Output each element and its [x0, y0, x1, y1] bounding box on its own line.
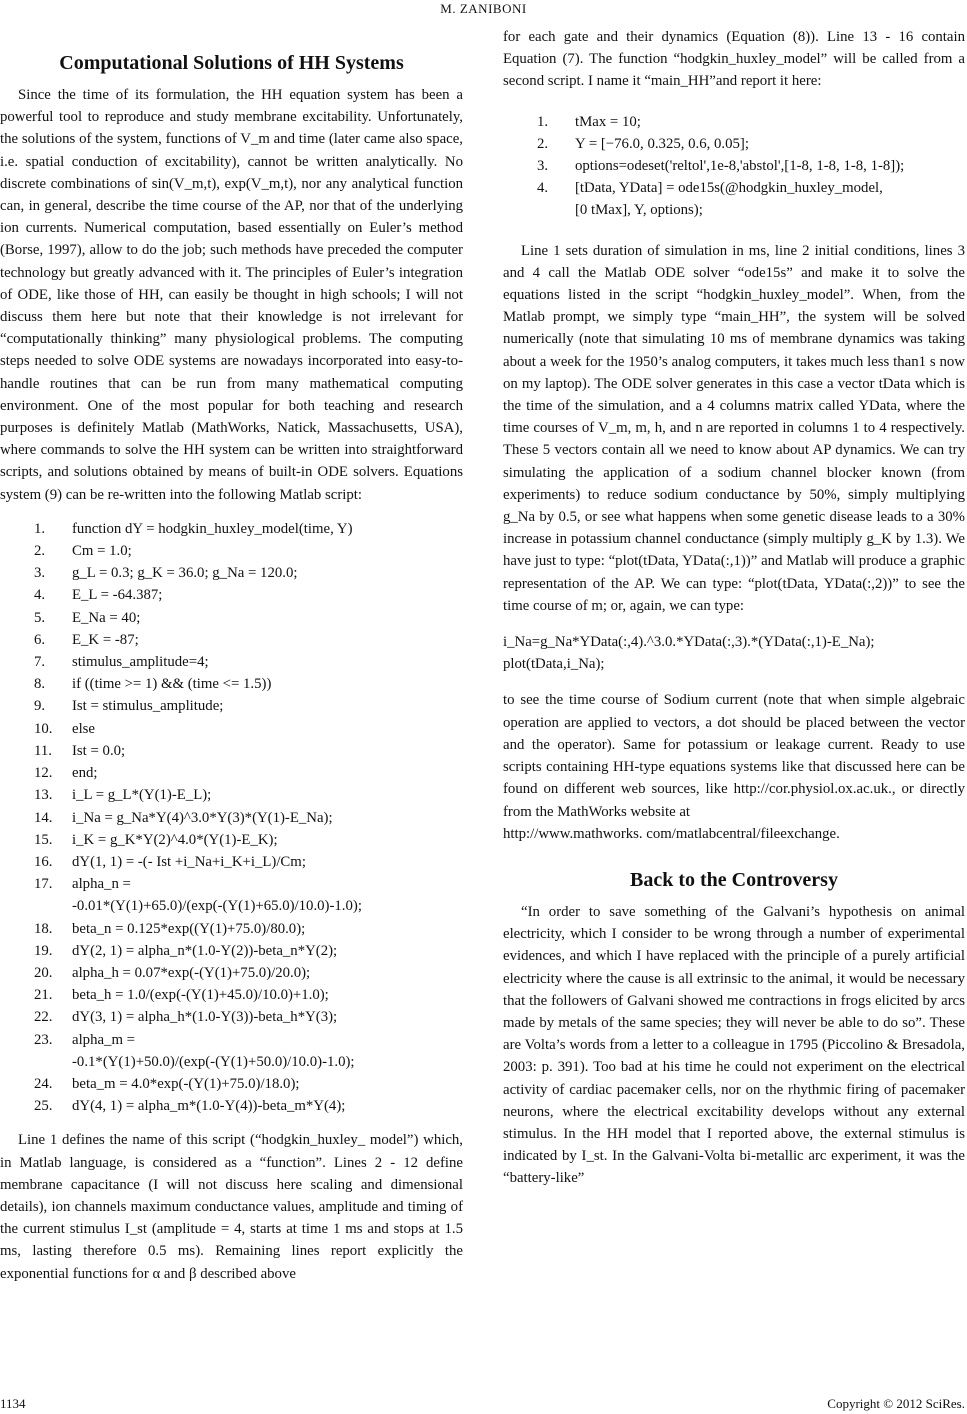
line-code: dY(3, 1) = alpha_h*(1.0-Y(3))-beta_h*Y(3); [72, 1009, 338, 1026]
paragraph-intro: Since the time of its formulation, the HH equation system has been a powerful tool to reproduce and study membrane excitability. Unfortunately, the solutions of the system, functions of V_m and time (later came also space, i.e. spatial conduction of excitability), cannot be written analytically. No discrete combinations of sin(V_m,t), exp(V_m,t), nor any analytical function can, in general, describe the time course of the AP, nor that of the underlying ion currents. Numerical computation, based essentially on Euler’s method (Borse, 1997), allow to do the job; such methods have preceded the computer technology but greatly advanced with it. The principles of Euler’s integration of ODE, like those of HH, can easily be thought in high schools; I will not discuss them here but note that their knowledge is not irrelevant for “computationally thinking” many physiological problems. The computing steps needed to solve ODE systems are nowadays incorporated into easy-to-handle routines that can be run from many mathematical computing environment. One of the most popular for both teaching and research purposes is definitely Matlab (MathWorks, Natick, Massachusetts, USA), where commands to solve the HH system can be written into straightforward scripts, and solutions obtained by means of built-in ODE solvers. Equations system (9) can be re-written into the following Matlab script: [0, 87, 463, 503]
script-line [0, 940, 463, 962]
line-code: options=odeset('reltol',1e-8,'abstol',[1-8, 1-8, 1-8, 1-8]); [575, 158, 905, 175]
line-code-continuation: -0.1*(Y(1)+50.0)/(exp(-(Y(1)+50.0)/10.0)-1.0); [72, 1053, 355, 1070]
line-code: dY(1, 1) = -(- Ist +i_Na+i_K+i_L)/Cm; [72, 853, 306, 870]
line-number: 15. [34, 831, 53, 848]
paragraph-line-explanation-continued: for each gate and their dynamics (Equation (8)). Line 13 - 16 contain Equation (7). The function “hodgkin_huxley_model” will be called from a second script. I name it “main_HH”and report it here: [503, 29, 965, 90]
script-line [0, 651, 463, 673]
line-code: E_L = -64.387; [72, 587, 163, 604]
line-number: 5. [34, 609, 46, 626]
line-code: alpha_h = 0.07*exp(-(Y(1)+75.0)/20.0); [72, 964, 311, 981]
line-number: 1. [537, 113, 549, 130]
script-line [0, 1073, 463, 1095]
left-column [0, 50, 463, 1285]
script-line [0, 695, 463, 717]
right-column [503, 26, 965, 1190]
script-line [503, 111, 965, 133]
script-line [0, 607, 463, 629]
line-code: beta_h = 1.0/(exp(-(Y(1)+45.0)/10.0)+1.0); [72, 987, 329, 1004]
script-line [0, 762, 463, 784]
script-line [0, 1029, 463, 1073]
line-number: 24. [34, 1075, 53, 1092]
line-code: E_Na = 40; [72, 609, 141, 626]
script-line [0, 984, 463, 1006]
line-code: if ((time >= 1) && (time <= 1.5)) [72, 676, 272, 693]
line-number: 19. [34, 942, 53, 959]
line-number: 23. [34, 1031, 53, 1048]
code-sodium-current-line2: plot(tData,i_Na); [503, 656, 605, 673]
line-code: beta_n = 0.125*exp((Y(1)+75.0)/80.0); [72, 920, 306, 937]
script-line [0, 562, 463, 584]
line-code-continuation: [0 tMax], Y, options); [575, 202, 703, 219]
line-code: Cm = 1.0; [72, 543, 132, 560]
line-code: dY(2, 1) = alpha_n*(1.0-Y(2))-beta_n*Y(2); [72, 942, 338, 959]
script-line [0, 518, 463, 540]
line-code: tMax = 10; [575, 113, 641, 130]
script-line [0, 784, 463, 806]
line-number: 16. [34, 853, 53, 870]
script-line [0, 584, 463, 606]
line-number: 9. [34, 698, 46, 715]
line-code: i_K = g_K*Y(2)^4.0*(Y(1)-E_K); [72, 831, 278, 848]
line-code: Y = [−76.0, 0.325, 0.6, 0.05]; [575, 135, 749, 152]
line-code: end; [72, 765, 98, 782]
line-code: [tData, YData] = ode15s(@hodgkin_huxley_model, [575, 180, 883, 197]
matlab-script-main-hh [503, 111, 965, 222]
line-code: i_L = g_L*(Y(1)-E_L); [72, 787, 212, 804]
line-number: 6. [34, 631, 46, 648]
line-number: 12. [34, 765, 53, 782]
script-line [503, 133, 965, 155]
line-number: 2. [537, 135, 549, 152]
line-number: 2. [34, 543, 46, 560]
script-line [0, 1006, 463, 1028]
line-code: Ist = 0.0; [72, 742, 126, 759]
line-number: 3. [34, 565, 46, 582]
script-line [0, 1095, 463, 1117]
line-number: 22. [34, 1009, 53, 1026]
line-number: 11. [34, 742, 52, 759]
line-number: 21. [34, 987, 53, 1004]
line-number: 1. [34, 520, 46, 537]
line-code: stimulus_amplitude=4; [72, 654, 209, 671]
line-code: i_Na = g_Na*Y(4)^3.0*Y(3)*(Y(1)-E_Na); [72, 809, 333, 826]
script-line [0, 873, 463, 917]
line-number: 4. [34, 587, 46, 604]
script-line [503, 155, 965, 177]
line-code: alpha_n = [72, 876, 131, 893]
line-number: 14. [34, 809, 53, 826]
line-code: alpha_m = [72, 1031, 135, 1048]
script-line [0, 740, 463, 762]
matlab-script-hh-model [0, 518, 463, 1117]
line-code: Ist = stimulus_amplitude; [72, 698, 224, 715]
line-number: 3. [537, 158, 549, 175]
line-code: beta_m = 4.0*exp(-(Y(1)+75.0)/18.0); [72, 1075, 300, 1092]
code-sodium-current-line1: i_Na=g_Na*YData(:,4).^3.0.*YData(:,3).*(YData(:,1)-E_Na); [503, 634, 875, 651]
script-line [0, 962, 463, 984]
copyright-notice: Copyright © 2012 SciRes. [827, 1396, 965, 1411]
page-number: 1134 [0, 1396, 26, 1411]
script-line [0, 540, 463, 562]
script-line [0, 918, 463, 940]
url-mathworks: http://www.mathworks. com/matlabcentral/fileexchange. [503, 825, 840, 842]
line-code: else [72, 720, 96, 737]
line-number: 4. [537, 180, 549, 197]
script-line [0, 851, 463, 873]
script-line [503, 177, 965, 221]
paragraph-line-explanation: Line 1 defines the name of this script (“hodgkin_huxley_ model”) which, in Matlab language, is considered as a “function”. Lines 2 - 12 define membrane capacitance (I will not discuss here scaling and dimensional details), ion channels maximum conductance values, amplitude and timing of the current stimulus I_st (amplitude = 4, starts at time 1 ms and stops at 1.5 ms, lasting therefore 0.5 ms). Remaining lines report explicitly the exponential functions for α and β described above [0, 1132, 463, 1282]
running-head: M. ZANIBONI [440, 1, 527, 16]
script-line [0, 829, 463, 851]
line-code: E_K = -87; [72, 631, 139, 648]
line-number: 17. [34, 876, 53, 893]
paragraph-simulation: Line 1 sets duration of simulation in ms, line 2 initial conditions, lines 3 and 4 call the Matlab ODE solver “ode15s” and make it to solve the equations listed in the script “hodgkin_huxley_model”. When, from the Matlab prompt, we simply type “main_HH”, the system will be solved numerically (note that simulating 10 ms of membrane dynamics was taking about a week for the 1950’s analog computers, it takes much less than1 s now on my laptop). The ODE solver generates in this case a vector tData which is the time of the simulation, and a 4 columns matrix called YData, where the time courses of V_m, m, h, and n are reported in columns 1 to 4 respectively. These 5 vectors contain all we need to know about AP dynamics. We can try simulating the application of a sodium channel blocker known (from experiments) to reduce sodium conductance by 50%, simply multiplying g_Na by 0.5, or see what happens when some genetic disease leads to a 30% increase in potassium channel conductance (simply multiply g_K by 1.3). We have just to type: “plot(tData, YData(:,1))” and Matlab will produce a graphic representation of the AP. We can type: “plot(tData, YData(:,2))” to see the time course of m; or, again, we can type: [503, 242, 965, 614]
script-line [0, 629, 463, 651]
line-number: 10. [34, 720, 53, 737]
paragraph-sodium-current: to see the time course of Sodium current (note that when simple algebraic operation are applied to vectors, a dot should be placed between the vector and the operator). Same for potassium or leakage current. Ready to use scripts containing HH-type equations systems like that discussed here can be found on different web sources, like http://cor.physiol.ox.ac.uk., or directly from the MathWorks website at [503, 692, 965, 820]
section-title-controversy: Back to the Controversy [630, 868, 838, 891]
line-code: function dY = hodgkin_huxley_model(time, Y) [72, 520, 353, 537]
paragraph-volta-quote: “In order to save something of the Galvani’s hypothesis on animal electricity, which I consider to be wrong through a number of experimental evidences, and which I have replaced with the principle of a purely artificial electricity where the cause is all extrinsic to the animal, it would be necessary that the followers of Galvani showed me contractions in frogs elicited by arcs made by metals of the same species; they will never be able to do so”. These are Volta’s words from a letter to a colleague in 1795 (Piccolino & Bresadola, 2003: p. 391). Too bad at his time he could not experiment on the electrical activity of cardiac pacemaker cells, nor on the rhythmic firing of pacemaker neurons, where the electrical excitability develops without any external stimulus. In the HH model that I reported above, the external stimulus is indicated by I_st. In the Galvani-Volta bi-metallic arc experiment, it was the “battery-like” [503, 903, 965, 1187]
script-line [0, 673, 463, 695]
line-number: 18. [34, 920, 53, 937]
line-code-continuation: -0.01*(Y(1)+65.0)/(exp(-(Y(1)+65.0)/10.0)-1.0); [72, 898, 362, 915]
line-number: 8. [34, 676, 46, 693]
line-number: 13. [34, 787, 53, 804]
line-number: 25. [34, 1098, 53, 1115]
line-code: g_L = 0.3; g_K = 36.0; g_Na = 120.0; [72, 565, 298, 582]
section-title-computational: Computational Solutions of HH Systems [59, 52, 404, 74]
line-number: 20. [34, 964, 53, 981]
script-line [0, 718, 463, 740]
line-code: dY(4, 1) = alpha_m*(1.0-Y(4))-beta_m*Y(4); [72, 1098, 346, 1115]
script-line [0, 807, 463, 829]
line-number: 7. [34, 654, 46, 671]
